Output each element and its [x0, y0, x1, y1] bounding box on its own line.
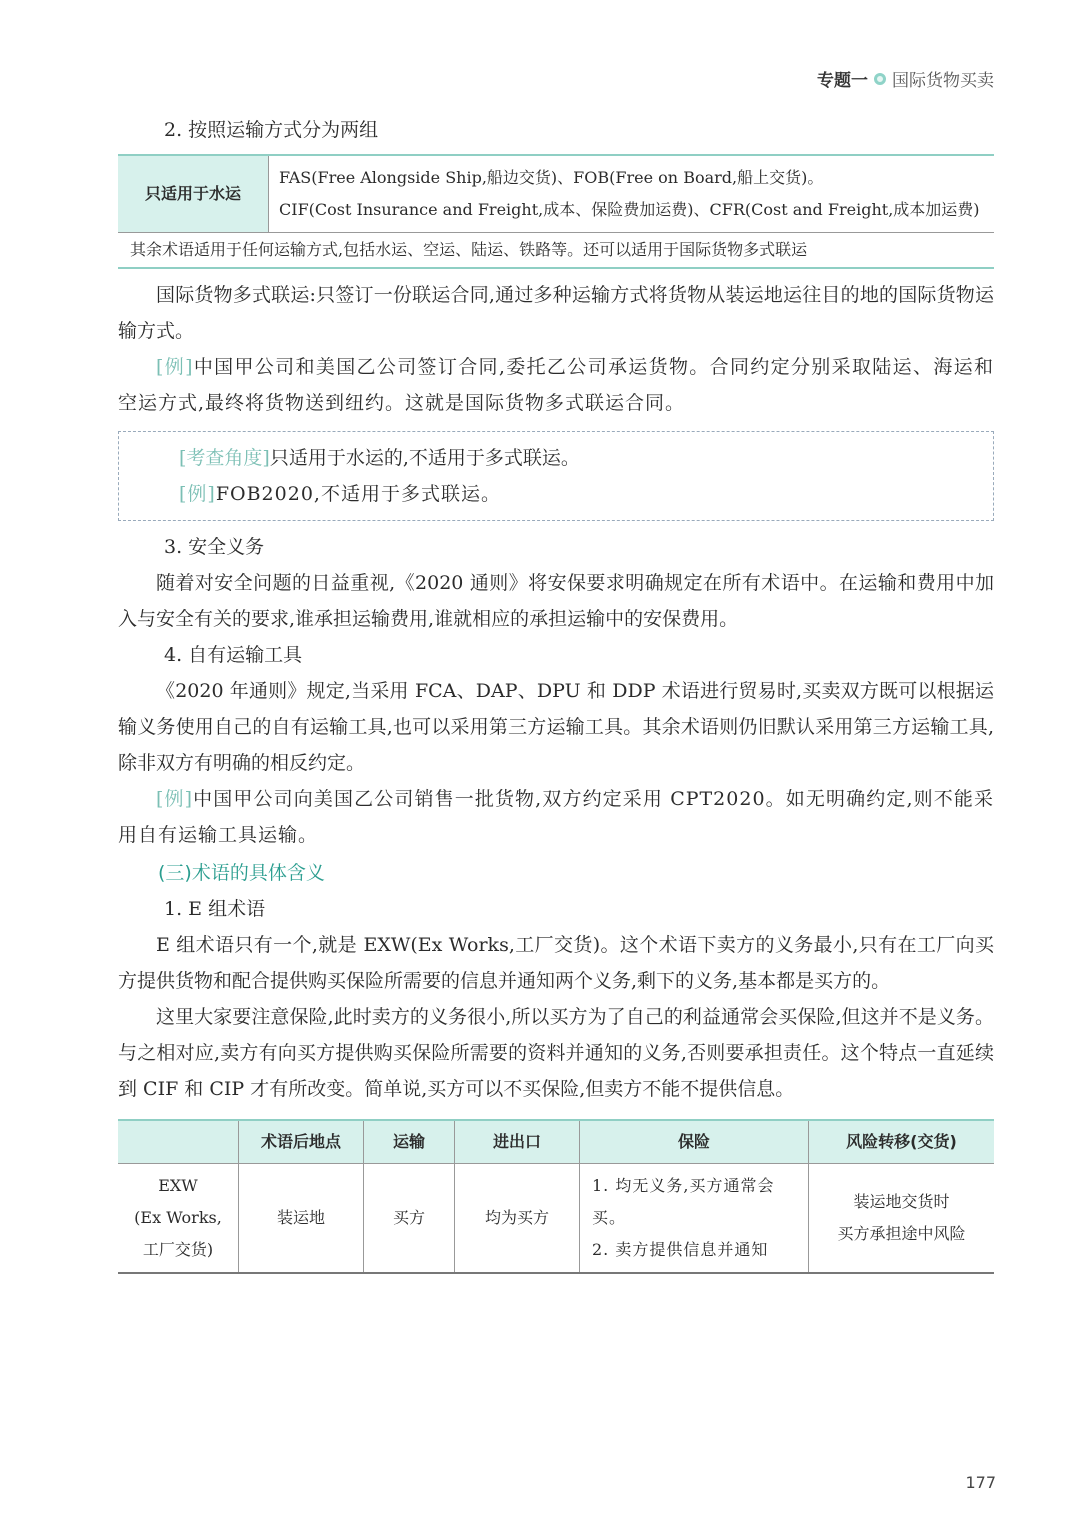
circle-bullet-icon: [874, 73, 886, 85]
exam-angle-tag: [考查角度]: [179, 447, 270, 469]
table-header-cell: 运输: [364, 1120, 455, 1164]
table-cell-place: 装运地: [239, 1164, 364, 1274]
section-heading-3: 3. 安全义务: [164, 536, 265, 558]
header-topic: 专题一: [817, 71, 868, 91]
example-tag: [例]: [156, 788, 194, 810]
example-text: 中国甲公司向美国乙公司销售一批货物,双方约定采用 CPT2020。如无明确约定,则不能采用自有运输工具运输。: [118, 788, 994, 846]
table-cell-transport: 买方: [364, 1164, 455, 1274]
section-heading-4: 4. 自有运输工具: [164, 644, 303, 666]
table-label-water: 只适用于水运: [118, 155, 269, 233]
table-cell-term: [118, 1164, 239, 1274]
table-header-cell: 保险: [580, 1120, 809, 1164]
running-header: [817, 66, 994, 91]
table-cell-impexp: 均为买方: [455, 1164, 580, 1274]
table-cell-insurance: [580, 1164, 809, 1274]
exam-example-text: FOB2020,不适用于多式联运。: [215, 483, 501, 505]
section-heading-2: 2. 按照运输方式分为两组: [164, 119, 379, 141]
table-note: 其余术语适用于任何运输方式,包括水运、空运、陆运、铁路等。还可以适用于国际货物多式联运: [118, 233, 994, 269]
exam-angle-text: 只适用于水运的,不适用于多式联运。: [269, 447, 580, 469]
risk-line: 买方承担途中风险: [837, 1224, 966, 1243]
example-text: 中国甲公司和美国乙公司签订合同,委托乙公司承运货物。合同约定分别采取陆运、海运和空运方式,最终将货物送到纽约。这就是国际货物多式联运合同。: [118, 356, 994, 414]
exw-table: [118, 1119, 994, 1274]
table-cell-risk: [809, 1164, 995, 1274]
paragraph-own-transport: 《2020 年通则》规定,当采用 FCA、DAP、DPU 和 DDP 术语进行贸易时,买卖双方既可以根据运输义务使用自己的自有运输工具,也可以采用第三方运输工具。其余术语则仍旧默认采用第三方运输工具,除非双方有明确的相反约定。: [118, 680, 994, 774]
table-header-cell: 术语后地点: [239, 1120, 364, 1164]
paragraph-e-group-1: E 组术语只有一个,就是 EXW(Ex Works,工厂交货)。这个术语下卖方的义务最小,只有在工厂向买方提供货物和配合提供购买保险所需要的信息并通知两个义务,剩下的义务,基本都是买方的。: [118, 934, 994, 992]
header-title: 国际货物买卖: [892, 71, 994, 91]
term-line: 工厂交货): [142, 1240, 214, 1259]
page-number: 177: [965, 1473, 996, 1492]
transport-table: [118, 154, 994, 233]
table-row: [118, 1164, 994, 1274]
term-line: (Ex Works,: [134, 1208, 222, 1227]
paragraph-e-group-2: 这里大家要注意保险,此时卖方的义务很小,所以买方为了自己的利益通常会买保险,但这并不是义务。与之相对应,卖方有向买方提供购买保险所需要的资料并通知的义务,否则要承担责任。这个特点一直延续到 CIF 和 CIP 才有所改变。简单说,买方可以不买保险,但卖方不能不提供信息。: [118, 1006, 994, 1100]
table-header-cell: 风险转移(交货): [809, 1120, 995, 1164]
paragraph-multimodal: 国际货物多式联运:只签订一份联运合同,通过多种运输方式将货物从装运地运往目的地的国际货物运输方式。: [118, 284, 994, 342]
exam-example-line: [179, 476, 993, 512]
table-line-cif-cfr: CIF(Cost Insurance and Freight,成本、保险费加运费)、CFR(Cost and Freight,成本加运费): [279, 200, 980, 219]
subsection-heading-e-group: 1. E 组术语: [164, 898, 266, 920]
table-header-cell: [118, 1120, 239, 1164]
section-heading-terms-meaning: (三)术语的具体含义: [158, 862, 325, 884]
insurance-line: 2. 卖方提供信息并通知: [592, 1240, 769, 1259]
table-line-fas-fob: FAS(Free Alongside Ship,船边交货)、FOB(Free on Board,船上交货)。: [279, 168, 824, 187]
example-1: [118, 349, 994, 421]
table-header-row: [118, 1120, 994, 1164]
example-2: [118, 781, 994, 853]
page-content: [118, 112, 994, 1274]
term-line: EXW: [158, 1176, 198, 1195]
table-value-water: [269, 155, 995, 233]
example-tag: [例]: [156, 356, 194, 378]
exam-angle-box: [118, 431, 994, 521]
insurance-line: 1. 均无义务,买方通常会买。: [592, 1176, 775, 1227]
paragraph-security: 随着对安全问题的日益重视,《2020 通则》将安保要求明确规定在所有术语中。在运输和费用中加入与安全有关的要求,谁承担运输费用,谁就相应的承担运输中的安保费用。: [118, 572, 994, 630]
exam-angle-line: [179, 440, 993, 476]
table-header-cell: 进出口: [455, 1120, 580, 1164]
exam-example-tag: [例]: [179, 483, 216, 505]
risk-line: 装运地交货时: [853, 1192, 950, 1211]
